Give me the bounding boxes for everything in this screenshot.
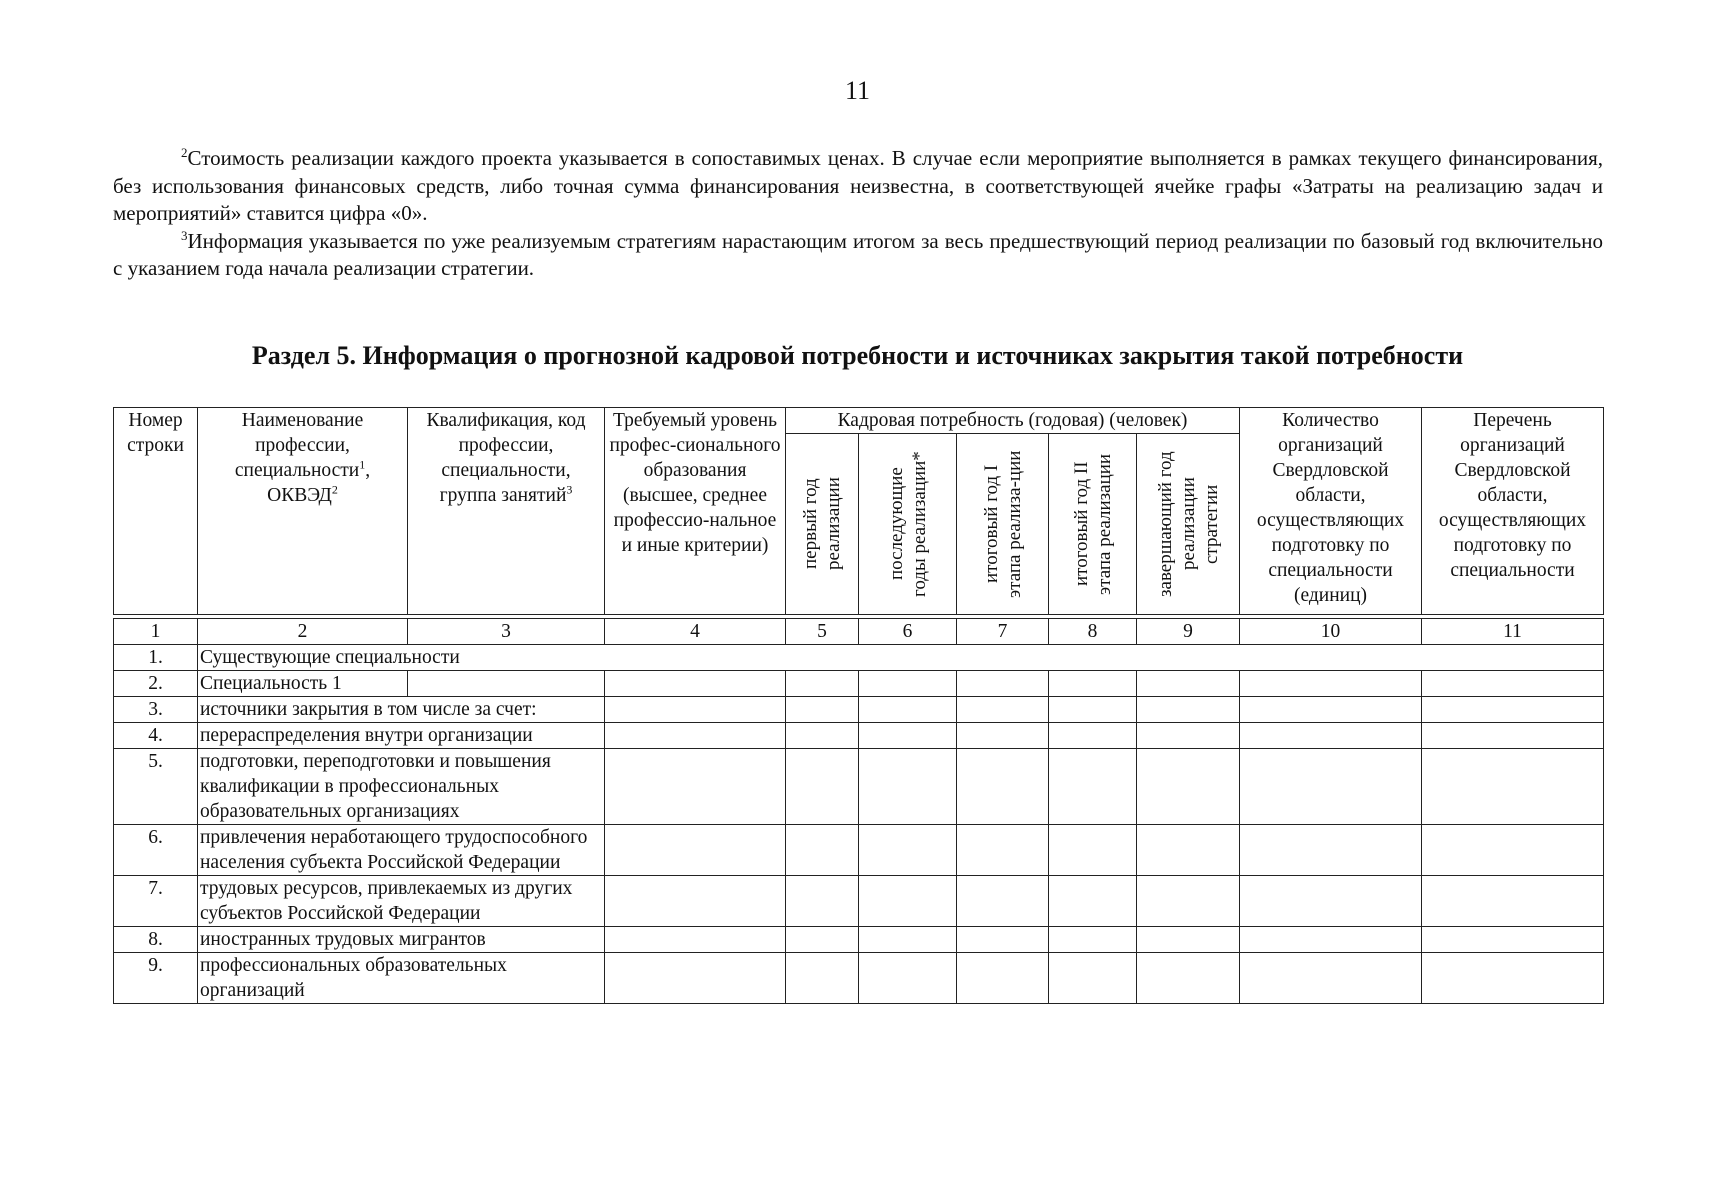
cell — [786, 697, 859, 723]
header-stage2-total — [1049, 434, 1137, 615]
cell — [786, 749, 859, 825]
cell — [1049, 723, 1137, 749]
table-row — [114, 723, 1604, 749]
table-row — [114, 671, 1604, 697]
column-number: 4 — [605, 619, 786, 645]
cell — [859, 927, 957, 953]
cell — [605, 953, 786, 1004]
cell — [605, 876, 786, 927]
row-name: Специальность 1 — [198, 671, 408, 697]
cell — [1137, 749, 1240, 825]
header-sup: 2 — [331, 482, 338, 497]
cell — [1240, 953, 1422, 1004]
cell — [1240, 723, 1422, 749]
cell — [605, 749, 786, 825]
footnote-mark: 3 — [181, 227, 188, 243]
cell — [1422, 927, 1604, 953]
table-row — [114, 876, 1604, 927]
cell — [1049, 953, 1137, 1004]
cell — [1049, 825, 1137, 876]
header-final-year-text: завершающий год реализации стратегии — [1154, 451, 1222, 597]
row-number: 5. — [114, 749, 198, 825]
header-stage1-total-text: итоговый год I этапа реализа-ции — [980, 450, 1025, 598]
header-following-years — [859, 434, 957, 615]
cell — [957, 876, 1049, 927]
column-number: 2 — [198, 619, 408, 645]
cell — [957, 671, 1049, 697]
row-name: профессиональных образовательных организаций — [198, 953, 605, 1004]
row-number: 8. — [114, 927, 198, 953]
header-profession-name — [198, 408, 408, 615]
row-name: трудовых ресурсов, привлекаемых из других субъектов Российской Федерации — [198, 876, 605, 927]
column-number: 7 — [957, 619, 1049, 645]
cell — [1137, 825, 1240, 876]
cell — [1049, 876, 1137, 927]
header-following-years-text: последующие годы реализации* — [885, 451, 930, 597]
table-row — [114, 927, 1604, 953]
row-number: 1. — [114, 645, 198, 671]
cell — [1422, 671, 1604, 697]
table-header-row — [114, 408, 1604, 434]
header-sup: 3 — [566, 482, 573, 497]
cell — [1422, 876, 1604, 927]
cell — [1137, 723, 1240, 749]
footnote-text: Стоимость реализации каждого проекта указывается в сопоставимых ценах. В случае если мероприятие выполняется в рамках текущего финансирования, без использования финансовых средств, либо точная сумма финансирования неизвестна, в соответствующей ячейке графы «Затраты на реализацию задач и мероприятий» ставится цифра «0». — [113, 146, 1603, 225]
row-number: 9. — [114, 953, 198, 1004]
cell — [1240, 927, 1422, 953]
cell — [1422, 825, 1604, 876]
column-number-row — [114, 619, 1604, 645]
cell — [1240, 876, 1422, 927]
cell — [408, 671, 605, 697]
cell — [957, 749, 1049, 825]
header-qualification — [408, 408, 605, 615]
row-name: иностранных трудовых мигрантов — [198, 927, 605, 953]
table-row — [114, 645, 1604, 671]
header-profession-name-text: Наименование профессии, специальности — [234, 410, 364, 481]
cell — [859, 723, 957, 749]
cell — [1049, 749, 1137, 825]
cell — [859, 953, 957, 1004]
row-name: Существующие специальности — [198, 645, 1604, 671]
row-number: 3. — [114, 697, 198, 723]
row-number: 7. — [114, 876, 198, 927]
header-stage1-total — [957, 434, 1049, 615]
header-final-year — [1137, 434, 1240, 615]
row-number: 4. — [114, 723, 198, 749]
table-row — [114, 953, 1604, 1004]
header-row-number: Номер строки — [114, 408, 198, 615]
cell — [1422, 723, 1604, 749]
header-education-level: Требуемый уровень профес-сионального образования (высшее, среднее профессио-нальное и иные критерии) — [605, 408, 786, 615]
row-number: 6. — [114, 825, 198, 876]
header-org-count: Количество организаций Свердловской области, осуществляющих подготовку по специальности (единиц) — [1240, 408, 1422, 615]
staffing-demand-table — [113, 407, 1604, 1004]
header-profession-name-tail: , ОКВЭД — [267, 460, 371, 506]
cell — [1422, 749, 1604, 825]
header-first-year-text: первый год реализации — [800, 477, 844, 571]
column-number: 6 — [859, 619, 957, 645]
column-number: 11 — [1422, 619, 1604, 645]
cell — [605, 671, 786, 697]
cell — [786, 671, 859, 697]
cell — [1049, 671, 1137, 697]
row-name: привлечения неработающего трудоспособного населения субъекта Российской Федерации — [198, 825, 605, 876]
cell — [605, 697, 786, 723]
row-name: подготовки, переподготовки и повышения квалификации в профессиональных образовательных организациях — [198, 749, 605, 825]
header-sup: 1 — [359, 457, 366, 472]
cell — [786, 876, 859, 927]
cell — [957, 697, 1049, 723]
column-number: 1 — [114, 619, 198, 645]
cell — [859, 876, 957, 927]
cell — [1049, 697, 1137, 723]
table-row — [114, 749, 1604, 825]
column-number: 9 — [1137, 619, 1240, 645]
header-demand-group: Кадровая потребность (годовая) (человек) — [786, 408, 1240, 434]
cell — [786, 723, 859, 749]
row-name: источники закрытия в том числе за счет: — [198, 697, 605, 723]
page-number: 11 — [844, 76, 871, 105]
table-row — [114, 825, 1604, 876]
cell — [1137, 876, 1240, 927]
column-number: 10 — [1240, 619, 1422, 645]
header-qualification-text: Квалификация, код профессии, специальности, группа занятий — [426, 410, 586, 506]
cell — [1137, 927, 1240, 953]
cell — [1240, 697, 1422, 723]
cell — [605, 927, 786, 953]
cell — [605, 723, 786, 749]
cell — [957, 723, 1049, 749]
cell — [1240, 671, 1422, 697]
cell — [1137, 671, 1240, 697]
table-row — [114, 697, 1604, 723]
section-title: Раздел 5. Информация о прогнозной кадровой потребности и источниках закрытия такой потребности — [251, 341, 1464, 370]
column-number: 8 — [1049, 619, 1137, 645]
cell — [859, 671, 957, 697]
footnote-mark: 2 — [181, 145, 188, 160]
row-name: перераспределения внутри организации — [198, 723, 605, 749]
cell — [786, 927, 859, 953]
footnote-2 — [113, 145, 1603, 228]
cell — [859, 825, 957, 876]
cell — [605, 825, 786, 876]
cell — [1422, 953, 1604, 1004]
cell — [1137, 953, 1240, 1004]
header-stage2-total-text: итоговый год II этапа реализации — [1070, 453, 1115, 595]
cell — [1049, 927, 1137, 953]
header-first-year — [786, 434, 859, 615]
cell — [957, 953, 1049, 1004]
column-number: 3 — [408, 619, 605, 645]
footnote-3 — [113, 228, 1603, 283]
cell — [1240, 825, 1422, 876]
cell — [786, 825, 859, 876]
cell — [957, 927, 1049, 953]
cell — [786, 953, 859, 1004]
cell — [1240, 749, 1422, 825]
cell — [1422, 697, 1604, 723]
footnote-text: Информация указывается по уже реализуемым стратегиям нарастающим итогом за весь предшествующий период реализации по базовый год включительно с указанием года начала реализации стратегии. — [113, 228, 1603, 280]
cell — [859, 697, 957, 723]
cell — [859, 749, 957, 825]
footnotes — [113, 145, 1603, 283]
cell — [1137, 697, 1240, 723]
column-number: 5 — [786, 619, 859, 645]
row-number: 2. — [114, 671, 198, 697]
cell — [957, 825, 1049, 876]
header-org-list: Перечень организаций Свердловской области, осуществляющих подготовку по специальности — [1422, 408, 1604, 615]
